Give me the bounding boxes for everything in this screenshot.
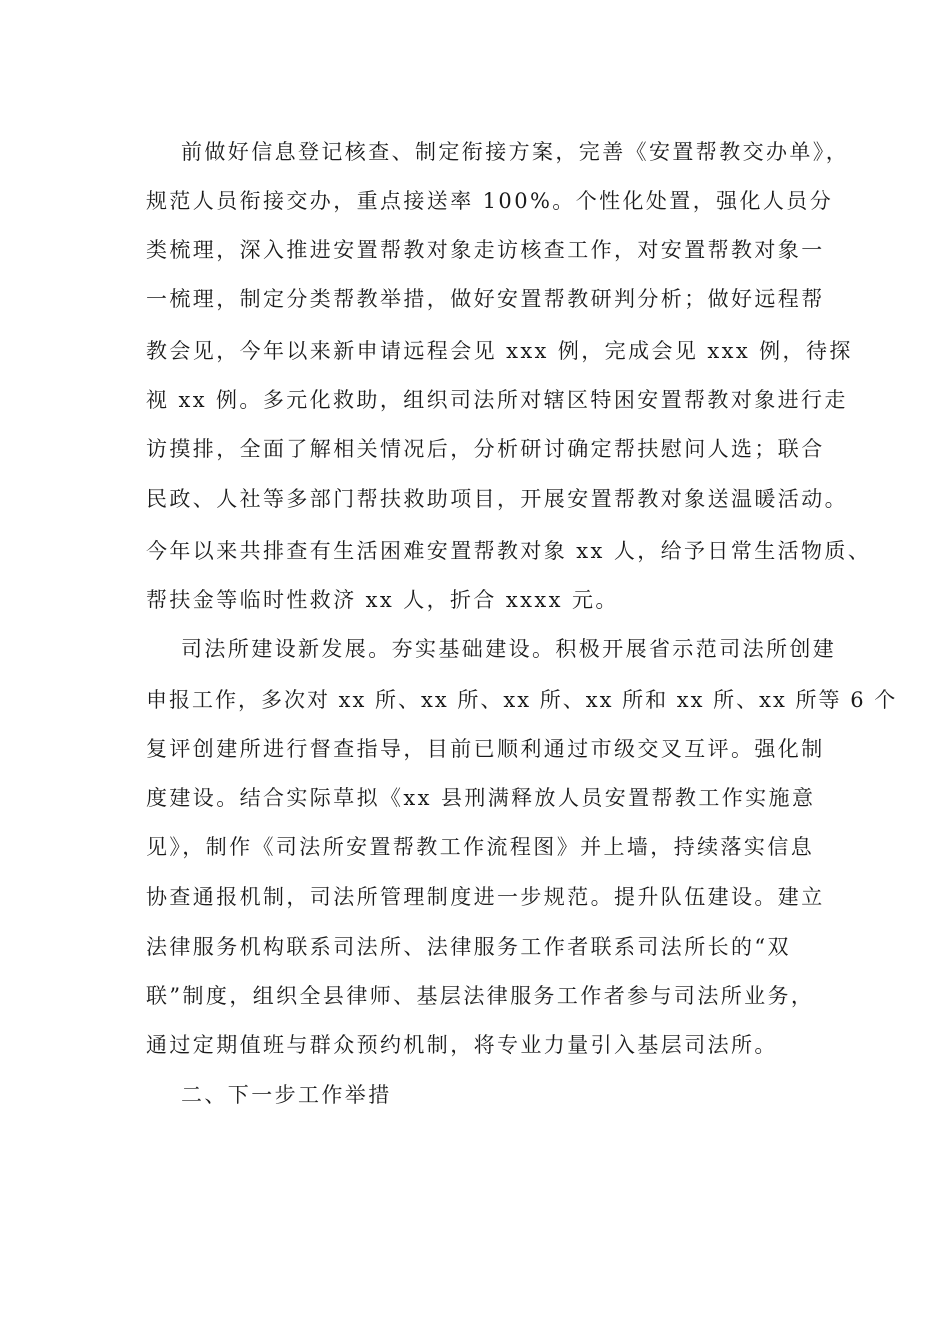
- paragraph-line: 协查通报机制，司法所管理制度进一步规范。提升队伍建设。建立: [146, 885, 825, 909]
- paragraph-line: 教会见，今年以来新申请远程会见 xxx 例，完成会见 xxx 例，待探: [146, 339, 853, 363]
- paragraph-line: 度建设。结合实际草拟《xx 县刑满释放人员安置帮教工作实施意: [146, 786, 816, 810]
- paragraph-line: 申报工作，多次对 xx 所、xx 所、xx 所、xx 所和 xx 所、xx 所等 6 个: [146, 688, 898, 712]
- paragraph-line: 民政、人社等多部门帮扶救助项目，开展安置帮教对象送温暖活动。: [146, 487, 848, 511]
- paragraph-line: 今年以来共排查有生活困难安置帮教对象 xx 人，给予日常生活物质、: [146, 539, 872, 563]
- paragraph-line: 复评创建所进行督查指导，目前已顺利通过市级交叉互评。强化制: [146, 737, 825, 761]
- paragraph-line: 通过定期值班与群众预约机制，将专业力量引入基层司法所。: [146, 1033, 778, 1057]
- paragraph-line: 联”制度，组织全县律师、基层法律服务工作者参与司法所业务，: [146, 984, 815, 1008]
- paragraph-line: 前做好信息登记核查、制定衔接方案，完善《安置帮教交办单》，: [181, 140, 850, 164]
- paragraph-line: 一梳理，制定分类帮教举措，做好安置帮教研判分析；做好远程帮: [146, 287, 825, 311]
- paragraph-line: 类梳理，深入推进安置帮教对象走访核查工作，对安置帮教对象一: [146, 238, 825, 262]
- paragraph-line: 法律服务机构联系司法所、法律服务工作者联系司法所长的“双: [146, 935, 791, 959]
- paragraph-line: 视 xx 例。多元化救助，组织司法所对辖区特困安置帮教对象进行走: [146, 388, 848, 412]
- paragraph-line: 访摸排，全面了解相关情况后，分析研讨确定帮扶慰问人选；联合: [146, 437, 825, 461]
- paragraph-line: 帮扶金等临时性救济 xx 人，折合 xxxx 元。: [146, 588, 619, 612]
- paragraph-line: 见》，制作《司法所安置帮教工作流程图》并上墙，持续落实信息: [146, 835, 815, 859]
- paragraph-line: 规范人员衔接交办，重点接送率 100%。个性化处置，强化人员分: [146, 189, 834, 213]
- section-heading: 二、下一步工作举措: [181, 1083, 392, 1107]
- paragraph-line: 司法所建设新发展。夯实基础建设。积极开展省示范司法所创建: [181, 637, 837, 661]
